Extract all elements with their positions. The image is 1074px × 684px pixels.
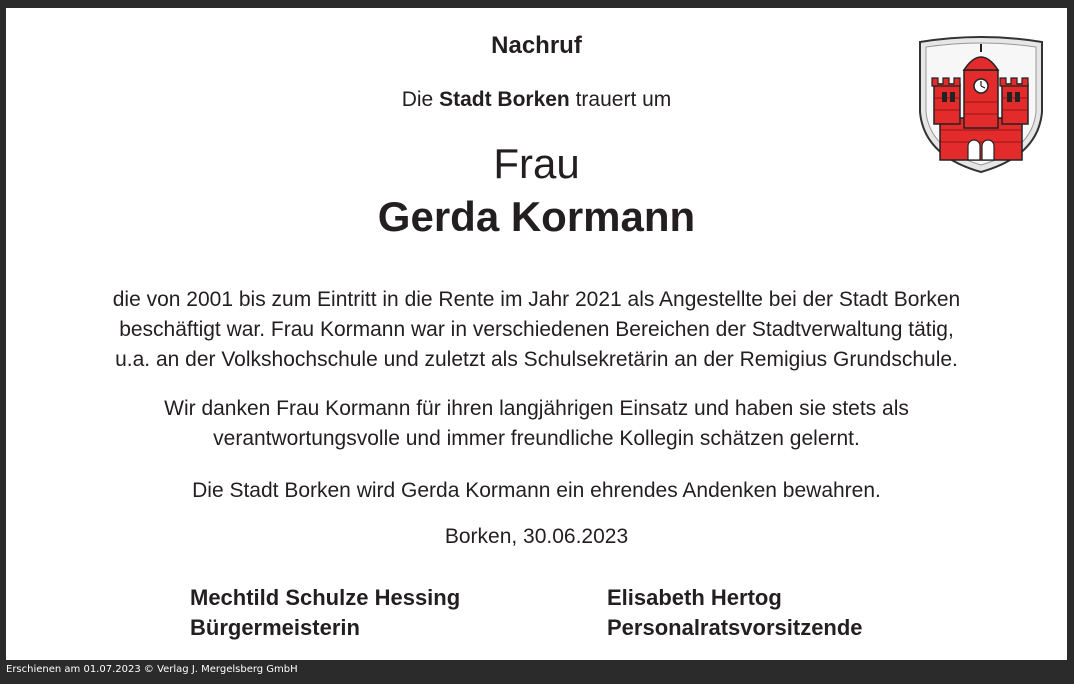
signatory-name: Mechtild Schulze Hessing xyxy=(190,585,461,610)
signatory-staff-council xyxy=(607,583,863,643)
paragraph-line: Wir danken Frau Kormann für ihren langjährigen Einsatz und haben sie stets als xyxy=(164,397,909,420)
intro-suffix: trauert um xyxy=(569,88,672,111)
paragraph-line: verantwortungsvolle und immer freundliche Kollegin schätzen gelernt. xyxy=(213,427,860,450)
signatory-role: Bürgermeisterin xyxy=(190,615,360,640)
signatory-mayor xyxy=(190,583,460,643)
publication-footer: Erschienen am 01.07.2023 © Verlag J. Mergelsberg GmbH xyxy=(6,664,298,675)
notice-heading: Nachruf xyxy=(491,32,582,59)
salutation: Frau xyxy=(493,140,580,187)
paragraph-employment xyxy=(6,285,1067,375)
signatory-name: Elisabeth Hertog xyxy=(607,585,782,610)
intro-bold: Stadt Borken xyxy=(439,88,570,111)
obituary-notice xyxy=(6,8,1067,660)
paragraph-remembrance: Die Stadt Borken wird Gerda Kormann ein ehrendes Andenken bewahren. xyxy=(192,479,881,502)
paragraph-line: u.a. an der Volkshochschule und zuletzt als Schulsekretärin an der Remigius Grundschule. xyxy=(115,348,958,371)
place-date: Borken, 30.06.2023 xyxy=(444,525,629,548)
paragraph-line: beschäftigt war. Frau Kormann war in verschiedenen Bereichen der Stadtverwaltung tätig, xyxy=(119,318,954,341)
signatory-role: Personalratsvorsitzende xyxy=(607,615,863,640)
intro-line xyxy=(6,88,1067,112)
paragraph-thanks xyxy=(6,394,1067,454)
coat-of-arms-icon xyxy=(916,34,1046,174)
intro-prefix: Die xyxy=(401,88,440,111)
deceased-name: Gerda Kormann xyxy=(377,193,696,240)
paragraph-line: die von 2001 bis zum Eintritt in die Rente im Jahr 2021 als Angestellte bei der Stadt Borken xyxy=(112,288,961,311)
